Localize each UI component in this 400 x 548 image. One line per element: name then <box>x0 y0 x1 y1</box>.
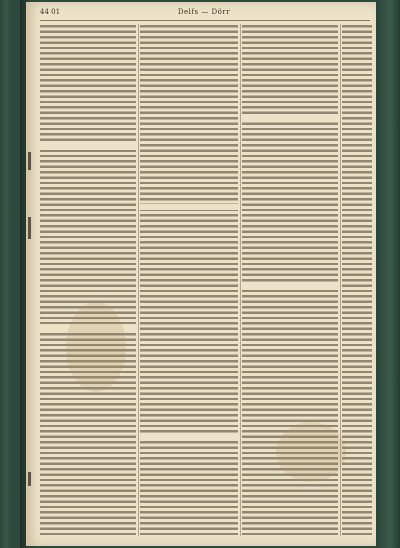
running-title: Delfs — Dörr <box>177 8 231 16</box>
margin-mark <box>28 217 31 239</box>
page-header <box>40 6 368 18</box>
page-number: 44 01 <box>40 8 61 16</box>
paragraph-gap <box>40 144 136 150</box>
margin-mark <box>28 152 31 170</box>
book-edge <box>376 0 400 548</box>
margin-mark <box>28 472 31 486</box>
header-rule <box>40 20 370 21</box>
paragraph-gap <box>242 284 338 290</box>
paragraph-gap <box>140 204 238 210</box>
paragraph-gap <box>242 114 338 120</box>
text-column-2 <box>140 24 238 536</box>
text-column-4 <box>342 24 372 536</box>
column-rule <box>138 24 139 536</box>
directory-page <box>26 2 376 546</box>
column-rule <box>240 24 241 536</box>
paper-stain <box>276 422 346 482</box>
paragraph-gap <box>140 434 238 440</box>
text-column-1 <box>40 24 136 536</box>
paper-stain <box>66 302 126 392</box>
